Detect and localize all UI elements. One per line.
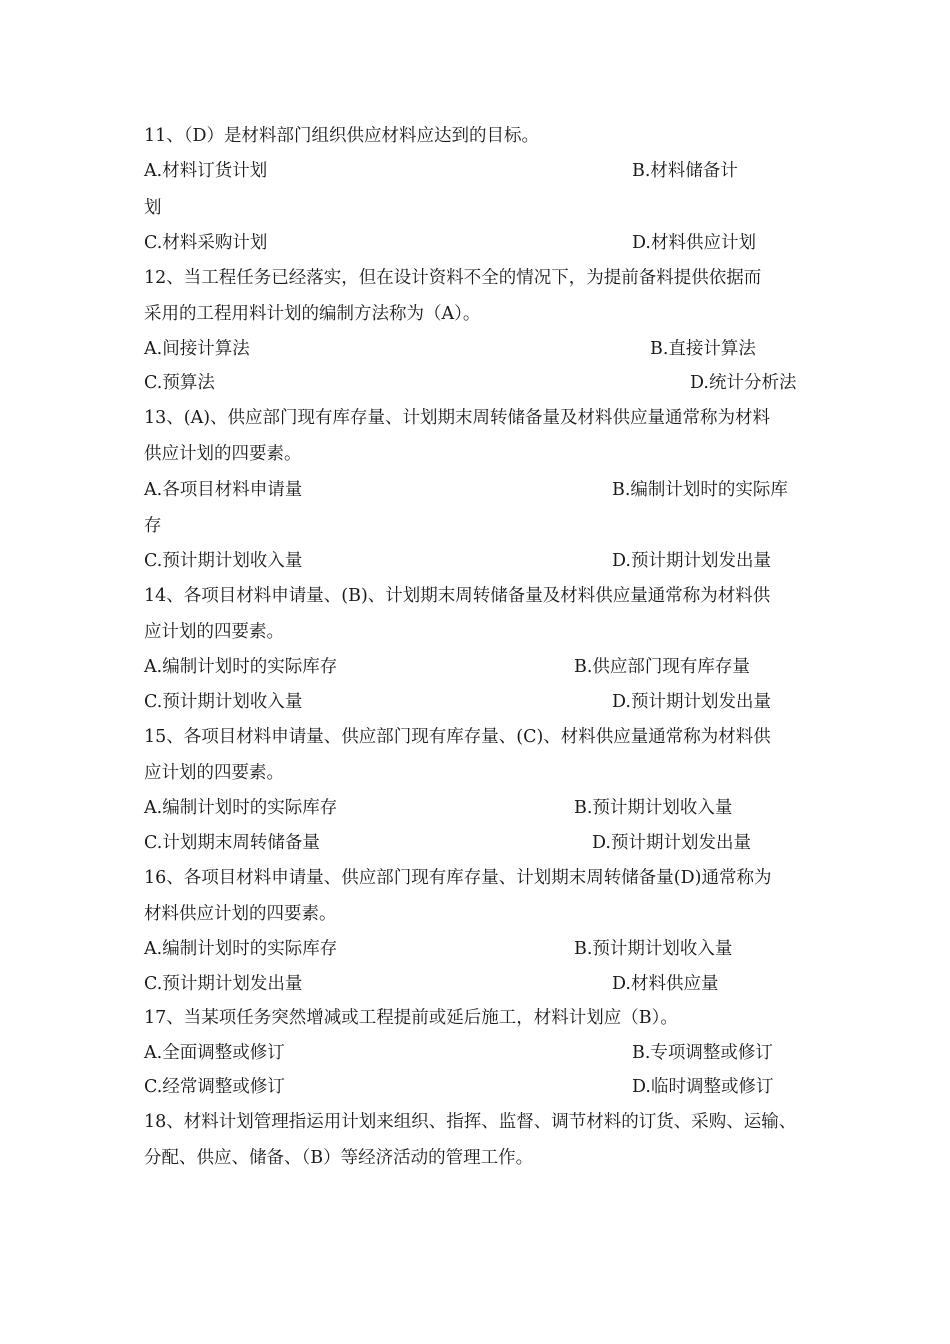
question-17-option-b: B.专项调整或修订	[632, 1043, 773, 1063]
question-15-option-a: A.编制计划时的实际库存	[144, 798, 338, 818]
question-16-stem-line-1: 16、各项目材料申请量、供应部门现有库存量、计划期末周转储备量(D)通常称为	[144, 868, 772, 888]
question-14-stem-line-2: 应计划的四要素。	[144, 622, 284, 642]
question-11-option-b: B.材料储备计	[632, 161, 738, 181]
question-15-stem-line-1: 15、各项目材料申请量、供应部门现有库存量、(C)、材料供应量通常称为材料供	[144, 727, 771, 747]
question-18-stem-line-1: 18、材料计划管理指运用计划来组织、指挥、监督、调节材料的订货、采购、运输、	[144, 1112, 797, 1132]
question-17-option-a: A.全面调整或修订	[144, 1043, 285, 1063]
question-12-option-d: D.统计分析法	[690, 373, 797, 393]
question-18-stem-line-2: 分配、供应、储备、（B）等经济活动的管理工作。	[144, 1148, 534, 1168]
question-16-option-b: B.预计期计划收入量	[574, 939, 733, 959]
question-11-option-c: C.材料采购计划	[144, 233, 268, 253]
question-14-option-c: C.预计期计划收入量	[144, 692, 303, 712]
question-12-stem-line-1: 12、当工程任务已经落实，但在设计资料不全的情况下，为提前备料提供依据而	[144, 268, 762, 288]
question-13-option-a: A.各项目材料申请量	[144, 480, 303, 500]
question-15-option-d: D.预计期计划发出量	[592, 833, 751, 853]
question-12-option-c: C.预算法	[144, 373, 215, 393]
question-12-option-b: B.直接计算法	[650, 339, 756, 359]
question-14-option-b: B.供应部门现有库存量	[574, 657, 750, 677]
question-11-stem: 11、（D）是材料部门组织供应材料应达到的目标。	[144, 126, 540, 146]
question-11-option-b-wrap: 划	[144, 198, 162, 218]
question-15-option-b: B.预计期计划收入量	[574, 798, 733, 818]
question-16-option-a: A.编制计划时的实际库存	[144, 939, 338, 959]
question-12-stem-line-2: 采用的工程用料计划的编制方法称为（A）。	[144, 304, 481, 324]
question-14-option-d: D.预计期计划发出量	[612, 692, 771, 712]
question-15-stem-line-2: 应计划的四要素。	[144, 763, 284, 783]
question-16-option-c: C.预计期计划发出量	[144, 974, 303, 994]
question-17-option-c: C.经常调整或修订	[144, 1077, 285, 1097]
question-14-stem-line-1: 14、各项目材料申请量、(B)、计划期末周转储备量及材料供应量通常称为材料供	[144, 586, 771, 606]
question-13-stem-line-2: 供应计划的四要素。	[144, 444, 302, 464]
question-14-option-a: A.编制计划时的实际库存	[144, 657, 338, 677]
question-13-option-c: C.预计期计划收入量	[144, 551, 303, 571]
question-16-option-d: D.材料供应量	[612, 974, 719, 994]
question-13-option-b: B.编制计划时的实际库	[612, 480, 788, 500]
question-15-option-c: C.计划期末周转储备量	[144, 833, 320, 853]
question-17-stem: 17、当某项任务突然增减或工程提前或延后施工，材料计划应（B）。	[144, 1008, 678, 1028]
question-17-option-d: D.临时调整或修订	[632, 1077, 774, 1097]
question-11-option-d: D.材料供应计划	[632, 233, 756, 253]
question-11-option-a: A.材料订货计划	[144, 161, 268, 181]
question-12-option-a: A.间接计算法	[144, 339, 250, 359]
question-16-stem-line-2: 材料供应计划的四要素。	[144, 904, 337, 924]
question-13-option-d: D.预计期计划发出量	[612, 551, 771, 571]
question-13-option-b-wrap: 存	[144, 516, 162, 536]
question-13-stem-line-1: 13、(A)、供应部门现有库存量、计划期末周转储备量及材料供应量通常称为材料	[144, 408, 771, 428]
